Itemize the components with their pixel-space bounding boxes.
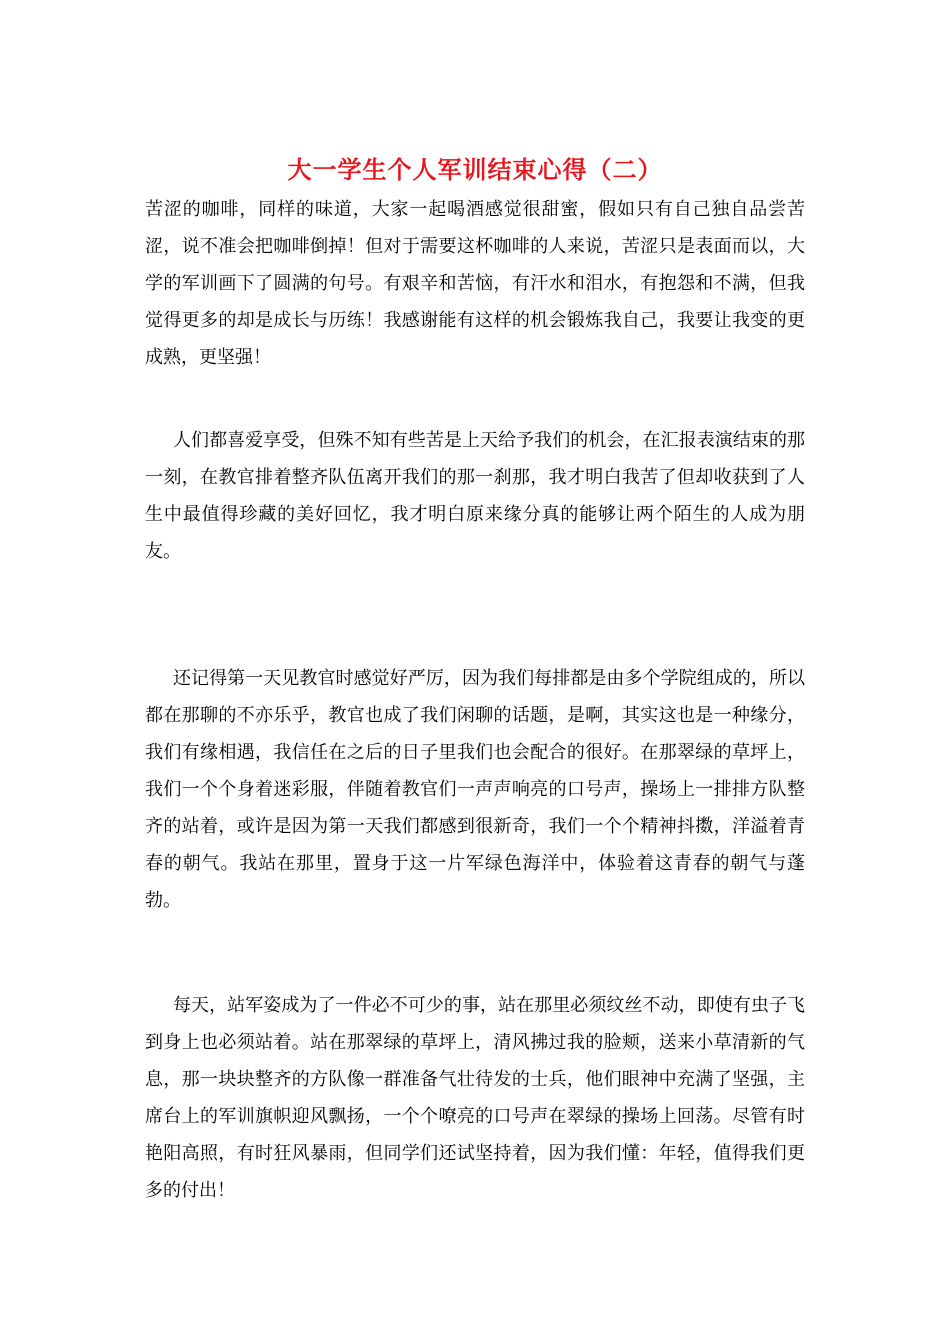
paragraph-1: 苦涩的咖啡，同样的味道，大家一起喝酒感觉很甜蜜，假如只有自己独自品尝苦涩，说不准会把咖啡倒掉！但对于需要这杯咖啡的人来说，苦涩只是表面而以，大学的军训画下了圆满的句号。有艰辛和苦恼，有汗水和泪水，有抱怨和不满，但我觉得更多的却是成长与历练！我感谢能有这样的机会锻炼我自己，我要让我变的更成熟，更坚强！ xyxy=(145,199,805,368)
document-title: 大一学生个人军训结束心得（二） xyxy=(287,155,663,184)
paragraph-3: 还记得第一天见教官时感觉好严厉，因为我们每排都是由多个学院组成的，所以都在那聊的不亦乐乎，教官也成了我们闲聊的话题，是啊，其实这也是一种缘分，我们有缘相遇，我信任在之后的日子里我们也会配合的很好。在那翠绿的草坪上，我们一个个身着迷彩服，伴随着教官们一声声响亮的口号声，操场上一排排方队整齐的站着，或许是因为第一天我们都感到很新奇，我们一个个精神抖擞，洋溢着青春的朝气。我站在那里，置身于这一片军绿色海洋中，体验着这青春的朝气与蓬勃。 xyxy=(145,668,805,911)
paragraph-2: 人们都喜爱享受，但殊不知有些苦是上天给予我们的机会，在汇报表演结束的那一刻，在教官排着整齐队伍离开我们的那一刹那，我才明白我苦了但却收获到了人生中最值得珍藏的美好回忆，我才明白原来缘分真的能够让两个陌生的人成为朋友。 xyxy=(145,430,805,562)
paragraph-4: 每天，站军姿成为了一件必不可少的事，站在那里必须纹丝不动，即使有虫子飞到身上也必须站着。站在那翠绿的草坪上，清风拂过我的脸颊，送来小草清新的气息，那一块块整齐的方队像一群准备气壮待发的士兵，他们眼神中充满了坚强，主席台上的军训旗帜迎风飘扬，一个个嘹亮的口号声在翠绿的操场上回荡。尽管有时艳阳高照，有时狂风暴雨，但同学们还试坚持着，因为我们懂：年轻，值得我们更多的付出！ xyxy=(145,995,805,1201)
